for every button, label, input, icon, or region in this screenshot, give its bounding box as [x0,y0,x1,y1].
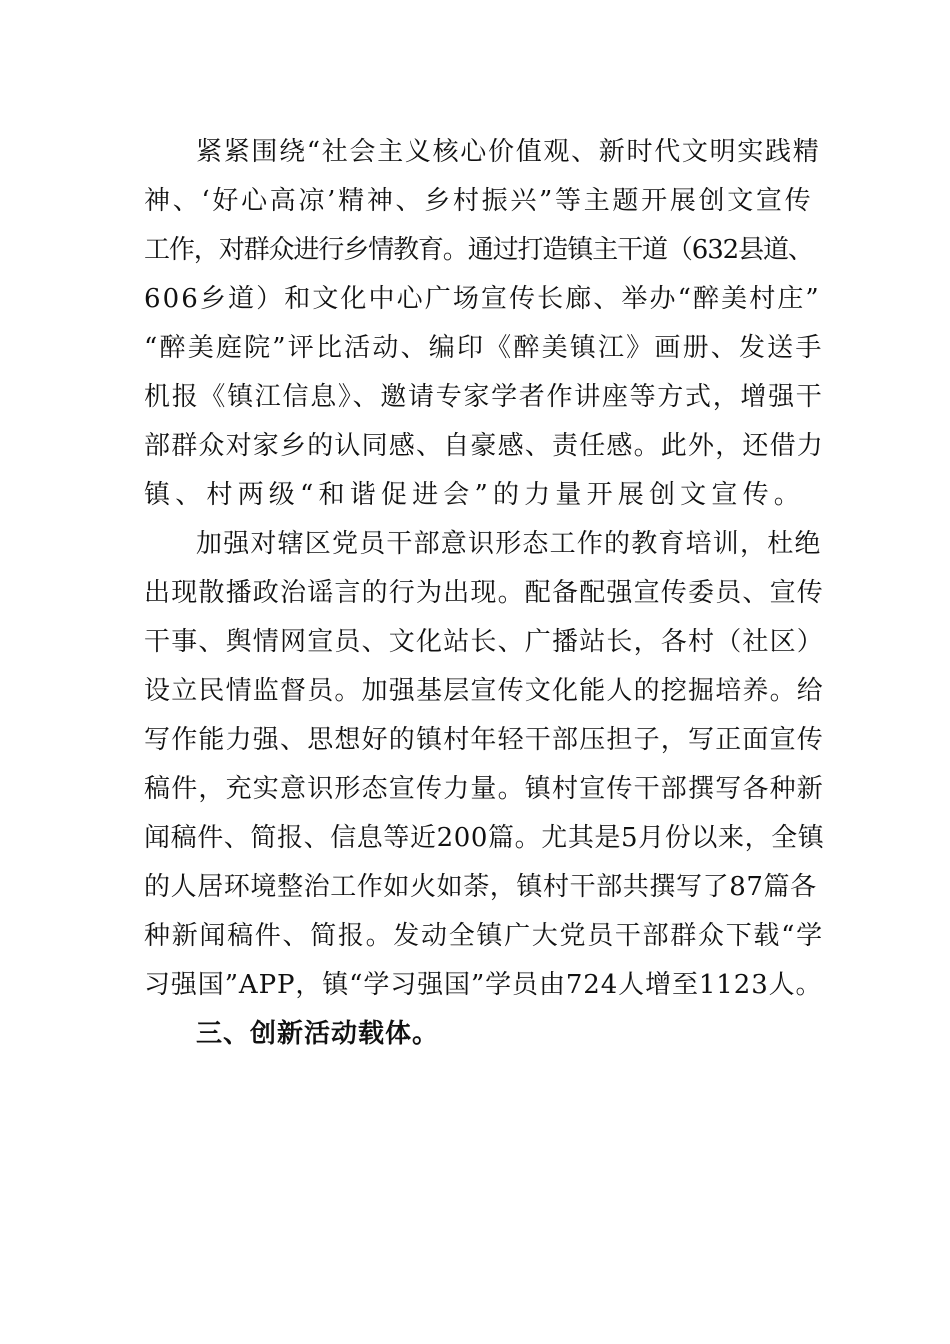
text-line: 606乡道）和文化中心广场宣传长廊、举办“醉美村庄” [144,284,821,314]
text-line: “醉美庭院”评比活动、编印《醉美镇江》画册、发送手 [144,333,824,363]
section-heading: 三、创新活动载体。 [196,1019,440,1049]
text-line: 机报《镇江信息》、邀请专家学者作讲座等方式，增强干 [144,382,824,412]
text-line: 加强对辖区党员干部意识形态工作的教育培训，杜绝 [196,529,822,559]
paragraph-1 [144,128,824,520]
text-line: 种新闻稿件、简报。发动全镇广大党员干部群众下载“学 [144,921,824,951]
text-line: 稿件，充实意识形态宣传力量。镇村宣传干部撰写各种新 [144,774,825,804]
text-line: 的人居环境整治工作如火如荼，镇村干部共撰写了87篇各 [144,872,817,902]
text-line: 部群众对家乡的认同感、自豪感、责任感。此外，还借力 [144,431,825,461]
text-line: 紧紧围绕“社会主义核心价值观、新时代文明实践精 [196,137,821,167]
text-line: 设立民情监督员。加强基层宣传文化能人的挖掘培养。给 [144,676,825,706]
section-heading-3 [144,1010,824,1059]
text-line: 写作能力强、思想好的镇村年轻干部压担子，写正面宣传 [144,725,825,755]
text-line: 神、‘好心高凉’精神、乡村振兴”等主题开展创文宣传 [144,186,814,216]
document-body [144,128,824,1059]
text-line: 习强国”APP，镇“学习强国”学员由724人增至1123人。 [144,970,823,1000]
text-line: 工作，对群众进行乡情教育。通过打造镇主干道（632县道、 [144,235,813,265]
paragraph-2 [144,520,824,1010]
text-line: 出现散播政治谣言的行为出现。配备配强宣传委员、宣传 [144,578,825,608]
text-line: 镇、村两级“和谐促进会”的力量开展创文宣传。 [144,480,805,510]
text-line: 干事、舆情网宣员、文化站长、广播站长，各村（社区） [144,627,825,657]
text-line: 闻稿件、简报、信息等近200篇。尤其是5月份以来，全镇 [144,823,825,853]
